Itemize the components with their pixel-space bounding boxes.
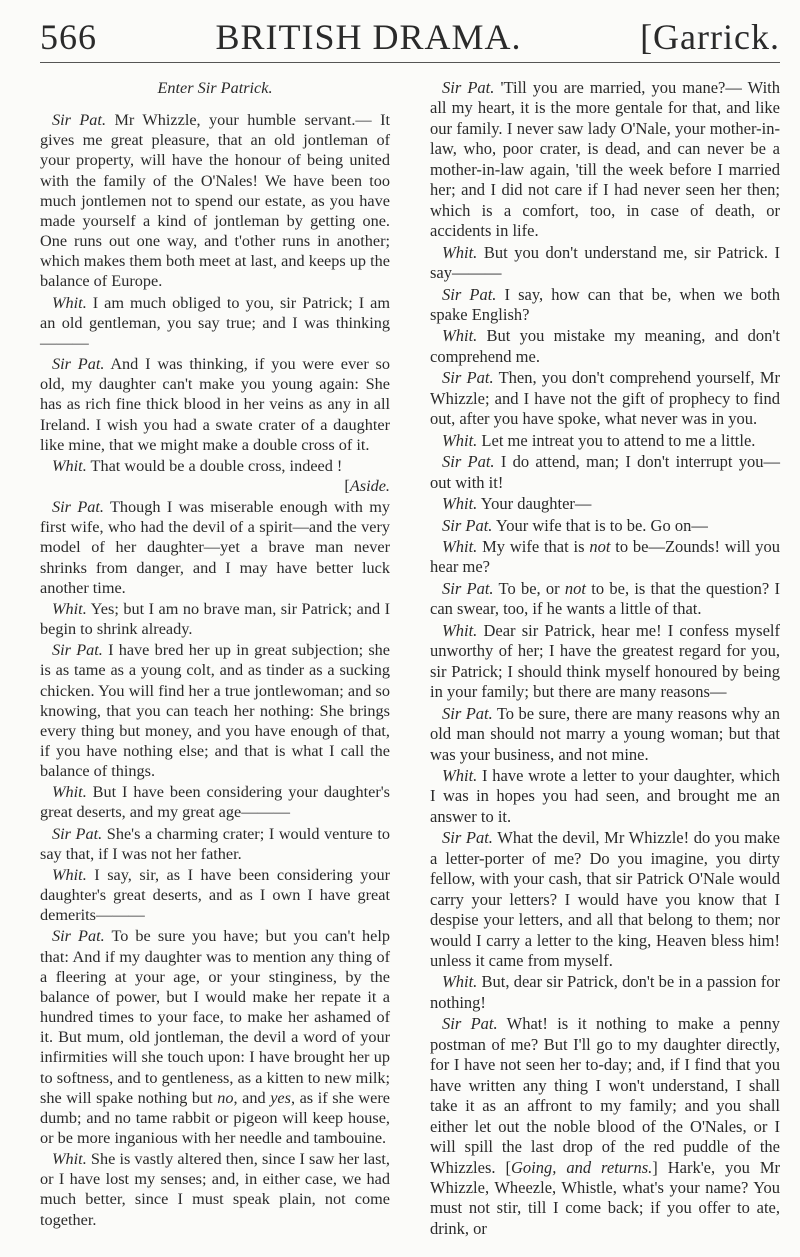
speaker-name: Whit. (52, 599, 87, 618)
speaker-name: Whit. (442, 494, 478, 514)
speech-text: Hark'e, you Mr Whizzle, Wheezle, Whistle, what's your name? You must not stir, till I come back; if you offer to ate, drink, or (430, 1157, 780, 1238)
speaker-name: Sir Pat. (442, 452, 495, 472)
speech-text: But, dear sir Patrick, don't be in a passion for nothing! (430, 972, 780, 1012)
speech (430, 78, 780, 242)
speech-text: To be sure you have; but you can't help that: And if my daughter was to mention any thing of a fleering at your age, or your stinginess, by the balance of power, but I would make her repate it a hundred times to your face, to make her ashamed of it. But mum, old jontleman, the devil a word of your infirmities will she touch upon: I have brought her up to softness, and to gentleness, as a kitten to new milk; she will spake nothing but (40, 927, 390, 1107)
speech (40, 110, 390, 291)
speaker-name: Sir Pat. (442, 578, 494, 598)
speech-text: Yes; but I am no brave man, sir Patrick; and I begin to shrink already. (40, 599, 390, 639)
page-number: 566 (40, 17, 97, 57)
speech-text: But I have been considering your daughter's great deserts, and my great age——— (40, 783, 390, 822)
aside-text: Aside. (349, 476, 390, 495)
speech (40, 824, 390, 864)
speaker-name: Whit. (52, 865, 87, 884)
speaker-name: Whit. (442, 430, 478, 450)
speech (430, 972, 780, 1013)
speech-text: , and (233, 1088, 271, 1107)
speech-text: I have bred her up in great subjection; she is as tame as a young colt, and as tinder as a sucking chicken. You will find her a true jontlewoman; and so knowing, that you can teach her nothing: She brings every thing but money, and you have enough of that, if you have nothing else; and that is what I call the balance of things. (40, 641, 390, 781)
stage-direction-text: Enter Sir Patrick. (157, 79, 273, 97)
stage-direction (40, 78, 390, 98)
speech-text: To be, or (493, 578, 565, 598)
speaker-name: Sir Pat. (442, 703, 493, 723)
speaker-name: Sir Pat. (442, 78, 495, 97)
speaker-name: Sir Pat. (442, 828, 493, 848)
speech-text: My wife that is (477, 536, 590, 556)
speaker-name: Sir Pat. (442, 284, 497, 304)
speaker-name: Sir Pat. (442, 1014, 498, 1034)
speech-text: But you mistake my meaning, and don't comprehend me. (430, 326, 780, 366)
speaker-name: Whit. (442, 620, 478, 640)
speech (430, 704, 780, 765)
right-column (430, 78, 780, 1240)
speech (430, 537, 780, 578)
speech-text: To be sure, there are many reasons why an old man should not marry a young woman; but that was your business, and not mine. (430, 703, 780, 764)
speech-text: Let me intreat you to attend to me a little. (477, 430, 756, 450)
speaker-name: Sir Pat. (52, 355, 105, 374)
speaker-name: Whit. (52, 456, 87, 475)
speech (40, 293, 390, 353)
speaker-name: Sir Pat. (52, 927, 105, 946)
speech (430, 828, 780, 971)
speaker-name: Whit. (52, 293, 87, 312)
running-title: BRITISH DRAMA. (215, 17, 522, 57)
emphasis-text: yes (270, 1088, 291, 1107)
speech-text: Then, you don't comprehend yourself, Mr Whizzle; and I have not the gift of prophecy to find out, after you have spoke, what never was in you. (430, 368, 781, 429)
speech-text: But you don't understand me, sir Patrick. I say——— (430, 242, 780, 283)
speaker-name: Sir Pat. (442, 368, 494, 388)
speech (40, 599, 390, 639)
speaker-name: Whit. (442, 242, 478, 262)
speech (40, 1149, 390, 1230)
emphasis-text: no (217, 1088, 234, 1107)
emphasis-text: not (564, 578, 587, 598)
speech-text: I do attend, man; I don't interrupt you—out with it! (430, 452, 780, 492)
speech (430, 326, 780, 367)
speech-text: to be, is that the question? I can swear, too, if he wants a little of that. (430, 578, 780, 619)
speaker-name: Sir Pat. (52, 498, 104, 517)
speech-text: What the devil, Mr Whizzle! do you make a letter-porter of me? Do you imagine, you dirty fellow, with your cash, that sir Patrick O'Nale would carry your letters? I would have you know that I despise your letters, and all that belong to them; nor would I carry a letter to the king, Heaven bless him! unless it came from myself. (430, 828, 781, 971)
aside-direction: [Aside. (344, 476, 390, 495)
speech (430, 621, 780, 703)
speaker-name: Sir Pat. (52, 824, 103, 843)
speech-text: Mr Whizzle, your humble servant.— It gives me great pleasure, that an old jontleman of your property, will have the honour of being united with the family of the O'Nales! We have been too much jontlemen not to spend our estate, as you have made yourself a kind of jontleman by getting one. One runs out one way, and t'other runs in another; which makes them both meet at last, and keeps up the balance of Europe. (40, 111, 390, 291)
speech-text: Dear sir Patrick, hear me! I confess myself unworthy of her; I have the greatest regard for you, sir Patrick; I should think myself honoured by being in your family; but there are many reasons— (430, 620, 780, 702)
speaker-name: Sir Pat. (52, 111, 107, 130)
speech-text: What! is it nothing to make a penny postman of me? But I'll go to my daughter directly, for I have not seen her to-day; and, if I find that you have written any thing I won't understand, I shall take it as an affront to my family; and you shall either let out the noble blood of the O'Nales, or I will spill the last drop of the red puddle of the Whizzles. (430, 1014, 780, 1177)
speech-text: I am much obliged to you, sir Patrick; I am an old gentleman, you say true; and I was thinking——— (40, 293, 390, 352)
speech (40, 354, 390, 455)
speech-text: I say, sir, as I have been considering your daughter's great deserts, and as I own I have great demerits——— (40, 865, 390, 925)
speech: Sir Pat. What! is it nothing to make a penny postman of me? But I'll go to my daughter directly, for I have not seen her to-day; and, if I find that you have written any thing I won't understand, I shall take it as an affront to my family; and you shall either let out the noble blood of the O'Nales, or I will spill the last drop of the red puddle of the Whizzles. [Going, and returns.] Hark'e, you Mr Whizzle, Wheezle, Whistle, what's your name? You must not stir, till I come back; if you offer to ate, drink, or (430, 1014, 780, 1238)
emphasis-text: not (589, 536, 611, 556)
speech (40, 926, 390, 1148)
speech-text: to be—Zounds! will you hear me? (430, 536, 780, 577)
speech (430, 368, 780, 429)
speaker-name: Sir Pat. (52, 641, 103, 660)
speech-text: That would be a double cross, indeed ! (86, 456, 343, 475)
header-rule (40, 62, 780, 63)
speech (430, 766, 780, 827)
speech (430, 579, 780, 620)
speech-text: Your daughter— (477, 494, 592, 514)
speaker-name: Whit. (442, 765, 478, 785)
speech (40, 497, 390, 598)
left-column (40, 78, 390, 1231)
speaker-name: Sir Pat. (442, 515, 493, 535)
speech (40, 640, 390, 781)
speech-text: She is vastly altered then, since I saw her last, or I have lost my senses; and, in either case, we had much better, since I must speak plain, not come together. (40, 1150, 390, 1229)
speech (430, 516, 780, 536)
speaker-name: Whit. (52, 1150, 87, 1169)
stage-direction-inline: Going, and returns. (510, 1157, 653, 1177)
speech (40, 456, 390, 496)
speaker-name: Whit. (442, 536, 478, 556)
speech-text: , as if she were dumb; and no tame rabbit or pigeon will keep house, or be more inganious with her needle and tambouine. (40, 1088, 391, 1147)
speech-text: I say, how can that be, when we both spake English? (430, 284, 780, 324)
speech (430, 431, 780, 451)
speech-text: Your wife that is to be. Go on— (492, 515, 708, 535)
speech (40, 865, 390, 925)
speech-text: Though I was miserable enough with my first wife, who had the devil of a spirit—and the very model of her daughter—yet a brave man never shrinks from danger, and I may have better luck another time. (40, 498, 391, 597)
speech (430, 285, 780, 326)
speech (40, 782, 390, 822)
speech-text: 'Till you are married, you mane?— With all my heart, it is the more gentale for that, and like our family. I never saw lady O'Nale, your mother-in-law, who, poor crater, is dead, and can never be a mother-in-law again, 'till the week before I married her; and I did not care if I had never seen her then; which is a comfort, too, in case of death, or accidents in life. (430, 78, 781, 241)
speech-text: She's a charming crater; I would venture to say that, if I was not her father. (40, 824, 390, 863)
speech (430, 452, 780, 493)
speech (430, 494, 780, 514)
speaker-name: Whit. (442, 972, 478, 992)
section-label: [Garrick. (640, 17, 780, 57)
speech-text: I have wrote a letter to your daughter, which I was in hopes you had seen, and brought me an answer to it. (430, 765, 780, 826)
running-header (40, 16, 780, 62)
speech (430, 243, 780, 284)
speaker-name: Whit. (52, 783, 87, 802)
speech-text: And I was thinking, if you were ever so old, my daughter can't make you young again: She has as rich fine thick blood in her veins as any in all Ireland. I wish you had a swate crater of a daughter like mine, that we might make a double cross of it. (40, 355, 390, 454)
speaker-name: Whit. (442, 326, 478, 346)
